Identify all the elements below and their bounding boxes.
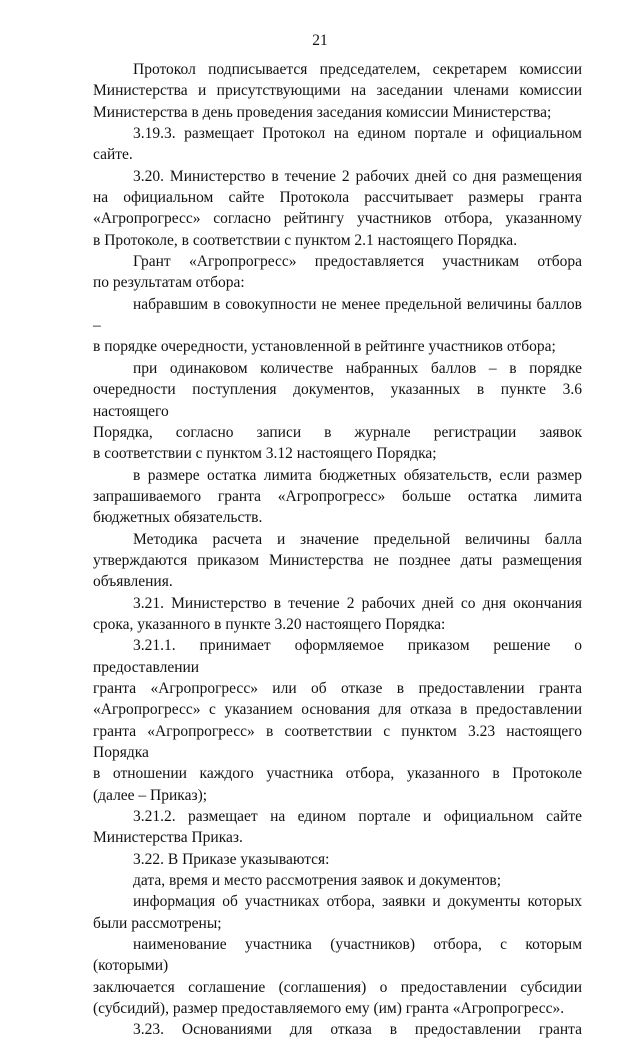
text-line: дата, время и место рассмотрения заявок и документов; [133, 872, 502, 890]
paragraph [93, 59, 582, 123]
text-line: (субсидий), размер предоставляемого ему (им) гранта «Агропрогресс». [93, 1000, 565, 1018]
paragraph [93, 358, 582, 465]
text-line: 3.19.3. размещает Протокол на едином портале и официальном сайте. [93, 125, 582, 164]
document-body [93, 59, 582, 1041]
text-line: по результатам отбора: [93, 274, 245, 292]
text-line: «Агропрогресс» с указанием основания для отказа в предоставлении [93, 701, 582, 719]
paragraph [93, 934, 582, 1019]
paragraph [93, 806, 582, 849]
text-line: в отношении каждого участника отбора, указанного в Протоколе [93, 765, 582, 783]
text-line: в порядке очередности, установленной в рейтинге участников отбора; [93, 338, 556, 356]
text-line: в размере остатка лимита бюджетных обязательств, если размер [133, 466, 582, 484]
text-line: 3.21.2. размещает на едином портале и официальном сайте [133, 808, 582, 826]
paragraph [93, 529, 582, 593]
paragraph [93, 294, 582, 358]
paragraph [93, 849, 582, 870]
text-line: объявления. [93, 573, 173, 591]
text-line: Грант «Агропрогресс» предоставляется участникам отбора [133, 253, 582, 271]
text-line: Протокол подписывается председателем, секретарем комиссии [133, 61, 582, 78]
text-line: Методика расчета и значение предельной величины балла [133, 530, 582, 548]
text-line: очередности поступления документов, указанных в пункте 3.6 настоящего [93, 381, 582, 420]
text-line: при одинаковом количестве набранных баллов – в порядке [133, 359, 582, 377]
text-line: Министерства в день проведения заседания комиссии Министерства; [93, 103, 552, 121]
text-line: бюджетных обязательств. [93, 509, 263, 527]
text-line: гранта «Агропрогресс» или об отказе в предоставлении гранта [93, 679, 582, 697]
text-line: наименование участника (участников) отбора, с которым (которыми) [93, 936, 582, 975]
text-line: в соответствии с пунктом 3.12 настоящего Порядка; [93, 445, 437, 463]
page-number: 21 [312, 32, 328, 49]
text-line: запрашиваемого гранта «Агропрогресс» больше остатка лимита [93, 487, 582, 505]
text-line: заключается соглашение (соглашения) о предоставлении субсидии [93, 978, 582, 996]
text-line: Министерства и присутствующими на заседании членами комиссии [93, 82, 582, 100]
text-line: были рассмотрены; [93, 914, 222, 932]
paragraph [93, 123, 582, 166]
text-line: 3.21. Министерство в течение 2 рабочих дней со дня окончания [133, 594, 582, 612]
paragraph [93, 251, 582, 294]
paragraph [93, 166, 582, 251]
text-line: информация об участниках отбора, заявки и документы которых [133, 893, 582, 911]
text-line: набравшим в совокупности не менее предельной величины баллов – [93, 295, 582, 335]
paragraph [93, 593, 582, 636]
text-line: 3.21.1. принимает оформляемое приказом решение о предоставлении [93, 637, 582, 676]
text-line: утверждаются приказом Министерства не позднее даты размещения [93, 551, 582, 569]
text-line: в Протоколе, в соответствии с пунктом 2.1 настоящего Порядка. [93, 231, 518, 249]
text-line: на официальном сайте Протокола рассчитывает размеры гранта [93, 189, 582, 207]
text-line: Порядка, согласно записи в журнале регистрации заявок [93, 423, 582, 441]
paragraph [93, 891, 582, 934]
text-line: «Агропрогресс» согласно рейтингу участников отбора, указанному [93, 210, 582, 228]
text-line: 3.22. В Приказе указываются: [133, 850, 330, 868]
text-line: 3.20. Министерство в течение 2 рабочих дней со дня размещения [133, 167, 582, 185]
paragraph [93, 1019, 582, 1040]
text-line: срока, указанного в пункте 3.20 настоящего Порядка: [93, 615, 446, 633]
paragraph [93, 870, 582, 891]
text-line: Министерства Приказ. [93, 829, 243, 847]
text-line: (далее – Приказ); [93, 786, 208, 804]
text-line: гранта «Агропрогресс» в соответствии с пунктом 3.23 настоящего Порядка [93, 722, 582, 761]
text-line: 3.23. Основаниями для отказа в предоставлении гранта [133, 1021, 582, 1039]
paragraph [93, 635, 582, 806]
paragraph [93, 465, 582, 529]
